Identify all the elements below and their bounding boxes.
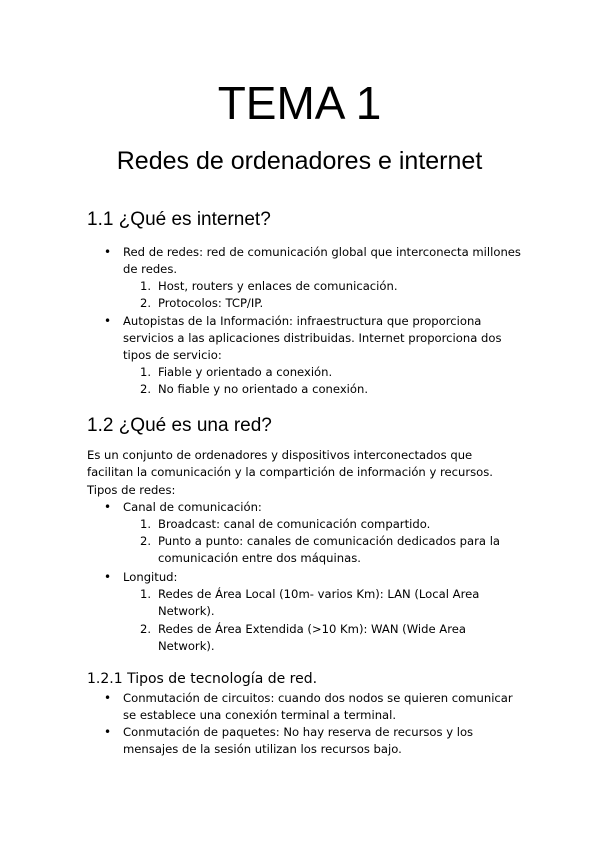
bullet-item <box>87 499 527 516</box>
section-1-2-1-list <box>87 690 527 758</box>
bullet-item <box>87 313 527 364</box>
section-heading-1-2: 1.2 ¿Qué es una red? <box>87 415 272 436</box>
bullet-item <box>87 244 527 278</box>
types-label: Tipos de redes: <box>87 483 176 497</box>
section-heading-1-2-1: 1.2.1 Tipos de tecnología de red. <box>87 671 318 687</box>
bullet-text: Autopistas de la Información: infraestructura que proporciona servicios a las aplicaciones distribuidas. Internet proporciona dos tipos de servicio: <box>123 314 502 362</box>
bullet-item <box>87 569 527 586</box>
section-1-2-sublist-2 <box>87 586 482 655</box>
bullet-text: Longitud: <box>123 570 178 584</box>
numbered-item: 2. Punto a punto: canales de comunicación dedicados para la comunicación entre dos máquinas. <box>140 534 501 565</box>
section-1-1-sublist-1 <box>87 278 527 312</box>
numbered-item: 2. Redes de Área Extendida (>10 Km): WAN (Wide Area Network). <box>140 622 466 653</box>
section-1-1-list <box>87 244 527 278</box>
section-1-1-list-2 <box>87 313 527 364</box>
bullet-item <box>87 690 527 724</box>
section-1-2-list-2 <box>87 569 527 586</box>
bullet-item <box>87 724 527 758</box>
section-1-2-list <box>87 499 527 516</box>
bullet-text: Red de redes: red de comunicación global que interconecta millones de redes. <box>123 245 521 276</box>
section-1-1-sublist-2 <box>87 364 527 398</box>
numbered-item: 2. No fiable y no orientado a conexión. <box>140 382 369 396</box>
numbered-item: 1. Host, routers y enlaces de comunicación. <box>140 279 398 293</box>
numbered-item: 1. Broadcast: canal de comunicación compartido. <box>140 517 431 531</box>
section-1-2-sublist-1 <box>87 516 517 567</box>
page-subtitle: Redes de ordenadores e internet <box>116 147 483 175</box>
page-title: TEMA 1 <box>217 77 382 129</box>
bullet-text: Canal de comunicación: <box>123 500 262 514</box>
numbered-item: 2. Protocolos: TCP/IP. <box>140 296 264 310</box>
numbered-item: 1. Redes de Área Local (10m- varios Km): LAN (Local Area Network). <box>140 587 480 618</box>
section-1-2-paragraph: Es un conjunto de ordenadores y dispositivos interconectados que facilitan la comunicación y la compartición de información y recursos. <box>87 448 493 479</box>
numbered-item: 1. Fiable y orientado a conexión. <box>140 365 333 379</box>
bullet-text: Conmutación de circuitos: cuando dos nodos se quieren comunicar se establece una conexión terminal a terminal. <box>123 691 513 722</box>
bullet-text: Conmutación de paquetes: No hay reserva de recursos y los mensajes de la sesión utilizan los recursos bajo. <box>123 725 474 756</box>
section-heading-1-1: 1.1 ¿Qué es internet? <box>87 209 271 230</box>
